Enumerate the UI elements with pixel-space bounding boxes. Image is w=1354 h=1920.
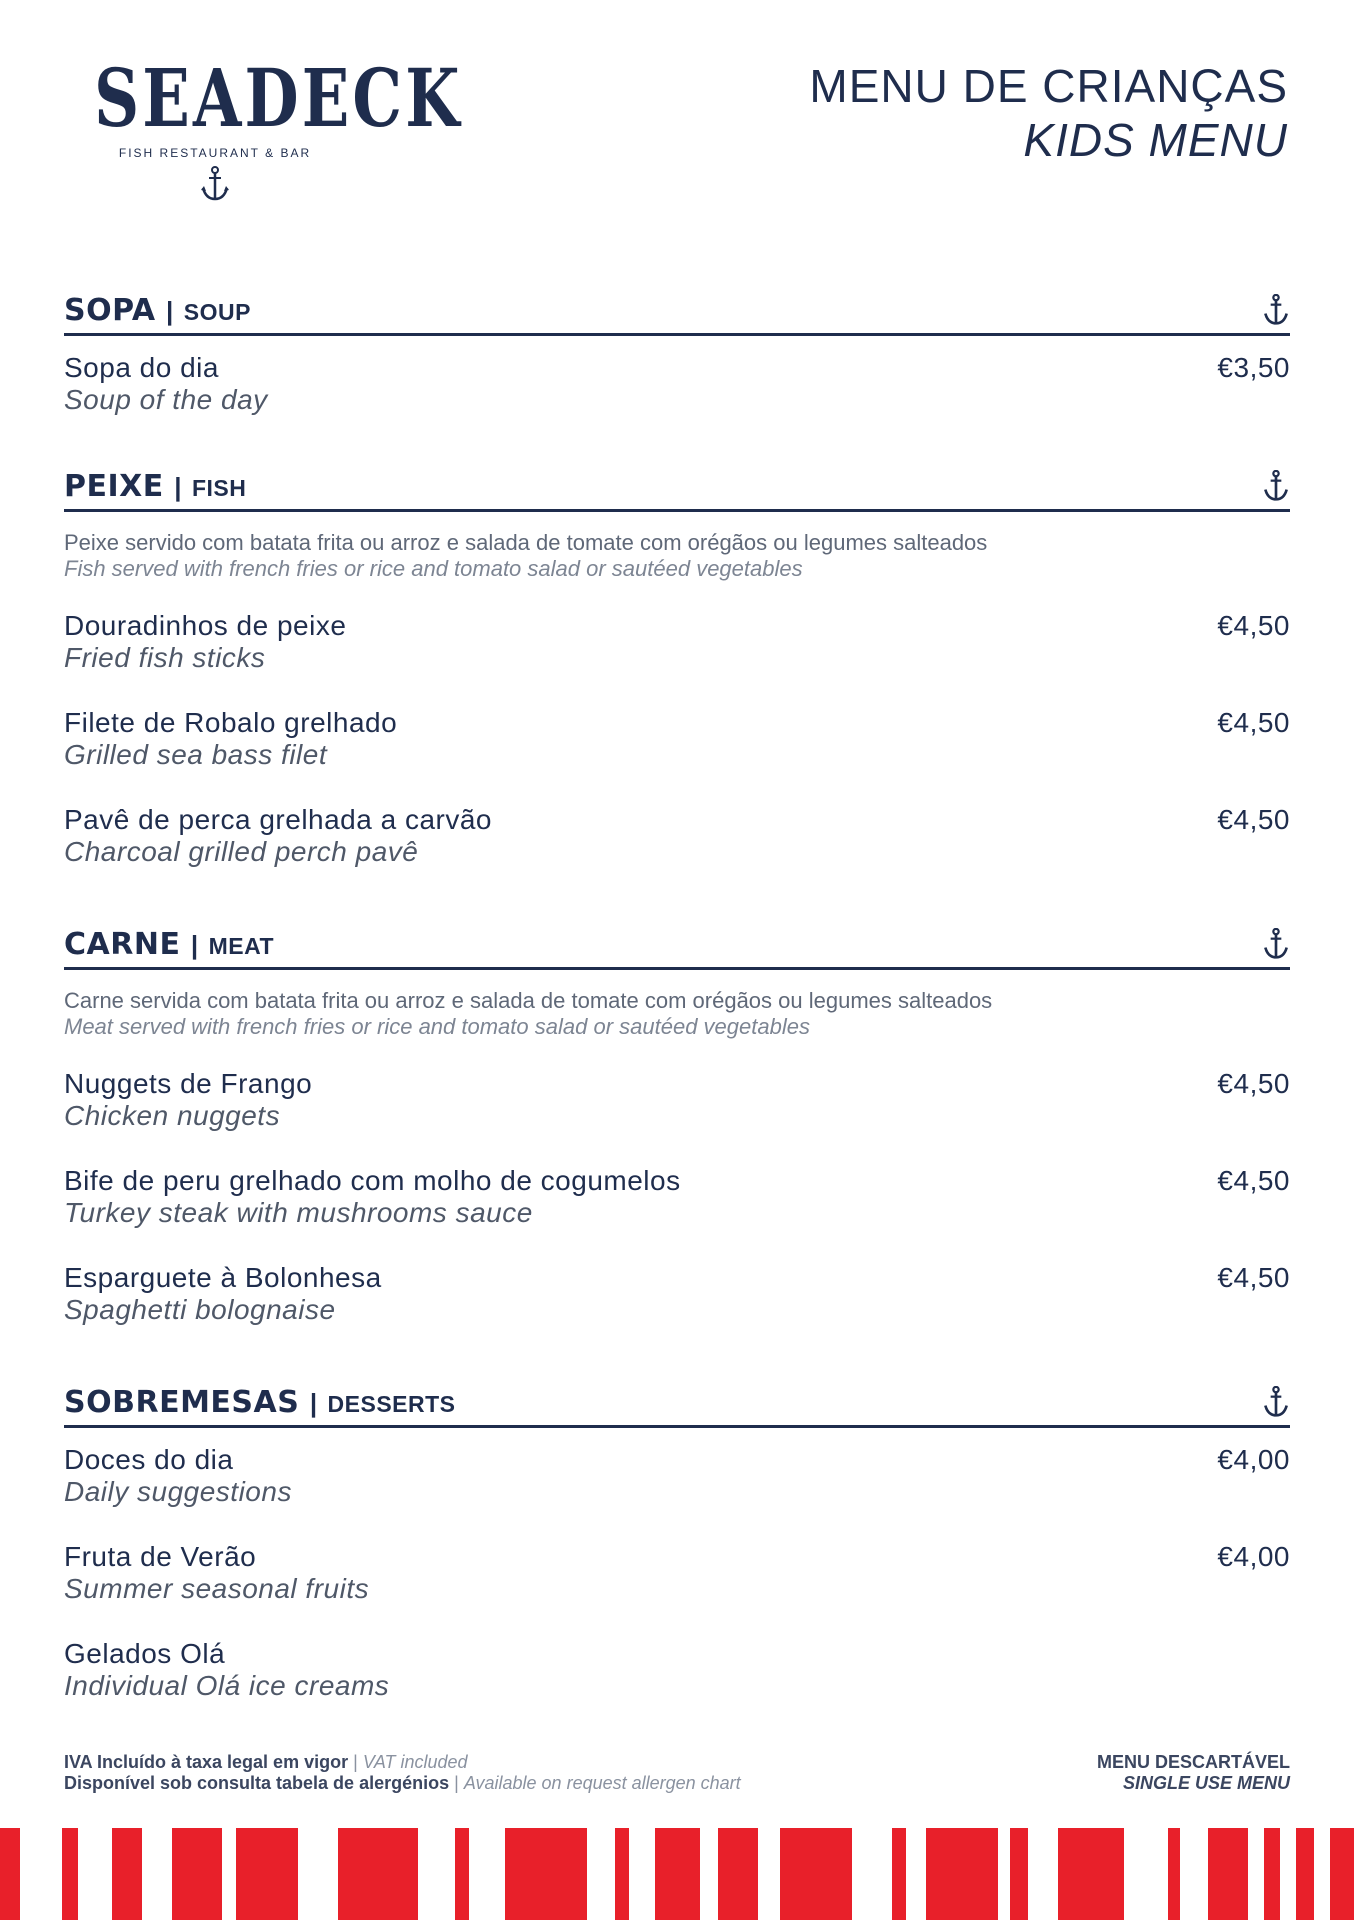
menu-item <box>64 1165 1290 1229</box>
section-separator: | <box>309 1388 318 1418</box>
section-meat <box>64 924 1290 1326</box>
section-header <box>64 466 1290 512</box>
item-price: €4,50 <box>1217 610 1290 641</box>
decorative-stripes <box>0 1828 1354 1920</box>
item-price: €4,50 <box>1217 804 1290 835</box>
section-title: SOBREMESAS <box>64 1385 300 1420</box>
vat-note: IVA Incluído à taxa legal em vigor <box>64 1752 349 1772</box>
footer-separator: | <box>454 1773 459 1793</box>
item-name-en: Turkey steak with mushrooms sauce <box>64 1197 533 1228</box>
brand-tagline: FISH RESTAURANT & BAR <box>118 146 312 160</box>
brand-name: SEADECK <box>94 51 463 145</box>
anchor-icon <box>1262 470 1290 502</box>
item-name: Douradinhos de peixe <box>64 610 347 641</box>
item-price: €4,50 <box>1217 1068 1290 1099</box>
footer-separator: | <box>353 1752 358 1772</box>
description-pt: Peixe servido com batata frita ou arroz e salada de tomate com orégãos ou legumes salteados <box>64 530 988 555</box>
section-soup <box>64 290 1290 420</box>
item-name-en: Chicken nuggets <box>64 1100 281 1131</box>
section-separator: | <box>190 930 199 960</box>
item-name-en: Grilled sea bass filet <box>64 739 328 770</box>
menu-item <box>64 1541 1290 1605</box>
allergen-note-en: Available on request allergen chart <box>463 1773 741 1793</box>
section-fish <box>64 466 1290 868</box>
item-price: €4,00 <box>1217 1444 1290 1475</box>
section-title-en: FISH <box>191 475 247 501</box>
anchor-icon <box>1262 1386 1290 1418</box>
menu-item <box>64 610 1290 674</box>
single-use-en: SINGLE USE MENU <box>1122 1773 1290 1793</box>
item-name-en: Charcoal grilled perch pavê <box>64 836 419 867</box>
section-header <box>64 1382 1290 1428</box>
menu-item <box>64 707 1290 771</box>
section-title-en: SOUP <box>183 299 251 325</box>
footer <box>64 1752 1290 1794</box>
item-price: €4,00 <box>1217 1541 1290 1572</box>
section-header <box>64 290 1290 336</box>
menu-item <box>64 1068 1290 1132</box>
item-name-en: Spaghetti bolognaise <box>64 1294 336 1325</box>
item-name: Nuggets de Frango <box>64 1068 313 1099</box>
item-name: Fruta de Verão <box>64 1541 257 1572</box>
section-title: CARNE <box>64 927 181 962</box>
menu-title <box>809 60 1288 168</box>
vat-note-en: VAT included <box>362 1752 468 1772</box>
menu-title-pt: MENU DE CRIANÇAS <box>809 60 1288 112</box>
item-price: €3,50 <box>1217 352 1290 383</box>
anchor-icon <box>1262 294 1290 326</box>
description-en: Meat served with french fries or rice and tomato salad or sautéed vegetables <box>64 1014 810 1039</box>
anchor-icon <box>1262 928 1290 960</box>
section-desserts <box>64 1382 1290 1702</box>
item-price: €4,50 <box>1217 1165 1290 1196</box>
section-separator: | <box>174 472 182 502</box>
brand-logo <box>60 51 463 202</box>
item-price: €4,50 <box>1217 707 1290 738</box>
section-title-en: DESSERTS <box>327 1391 456 1417</box>
item-name: Sopa do dia <box>64 352 219 383</box>
item-name: Doces do dia <box>64 1444 234 1475</box>
item-name: Filete de Robalo grelhado <box>64 707 398 738</box>
menu-content <box>64 290 1290 1702</box>
menu-item <box>64 804 1290 868</box>
single-use-note <box>1097 1752 1290 1794</box>
single-use-pt: MENU DESCARTÁVEL <box>1096 1752 1290 1772</box>
menu-item <box>64 1262 1290 1326</box>
section-header <box>64 924 1290 970</box>
item-name: Esparguete à Bolonhesa <box>64 1262 382 1293</box>
footer-notes <box>64 1752 741 1794</box>
item-name-en: Individual Olá ice creams <box>64 1670 390 1701</box>
menu-title-en: KIDS MENU <box>1023 114 1288 166</box>
section-description <box>64 530 1290 582</box>
section-description <box>64 988 1290 1040</box>
section-title: SOPA <box>64 293 156 328</box>
menu-item <box>64 1444 1290 1508</box>
menu-item <box>64 1638 1290 1702</box>
item-name-en: Fried fish sticks <box>64 642 266 673</box>
allergen-note: Disponível sob consulta tabela de alergénios <box>64 1773 450 1793</box>
menu-item <box>64 352 1290 416</box>
item-name: Bife de peru grelhado com molho de cogumelos <box>64 1165 681 1196</box>
item-name: Pavê de perca grelhada a carvão <box>64 804 492 835</box>
anchor-icon <box>200 166 230 202</box>
section-title: PEIXE <box>64 469 164 504</box>
item-price: €4,50 <box>1217 1262 1290 1293</box>
section-separator: | <box>166 296 174 326</box>
item-name-en: Soup of the day <box>64 384 268 415</box>
description-pt: Carne servida com batata frita ou arroz e salada de tomate com orégãos ou legumes salteados <box>64 988 993 1013</box>
item-name: Gelados Olá <box>64 1638 226 1669</box>
item-name-en: Daily suggestions <box>64 1476 292 1507</box>
item-name-en: Summer seasonal fruits <box>64 1573 370 1604</box>
description-en: Fish served with french fries or rice and tomato salad or sautéed vegetables <box>64 556 803 581</box>
section-title-en: MEAT <box>208 933 275 959</box>
